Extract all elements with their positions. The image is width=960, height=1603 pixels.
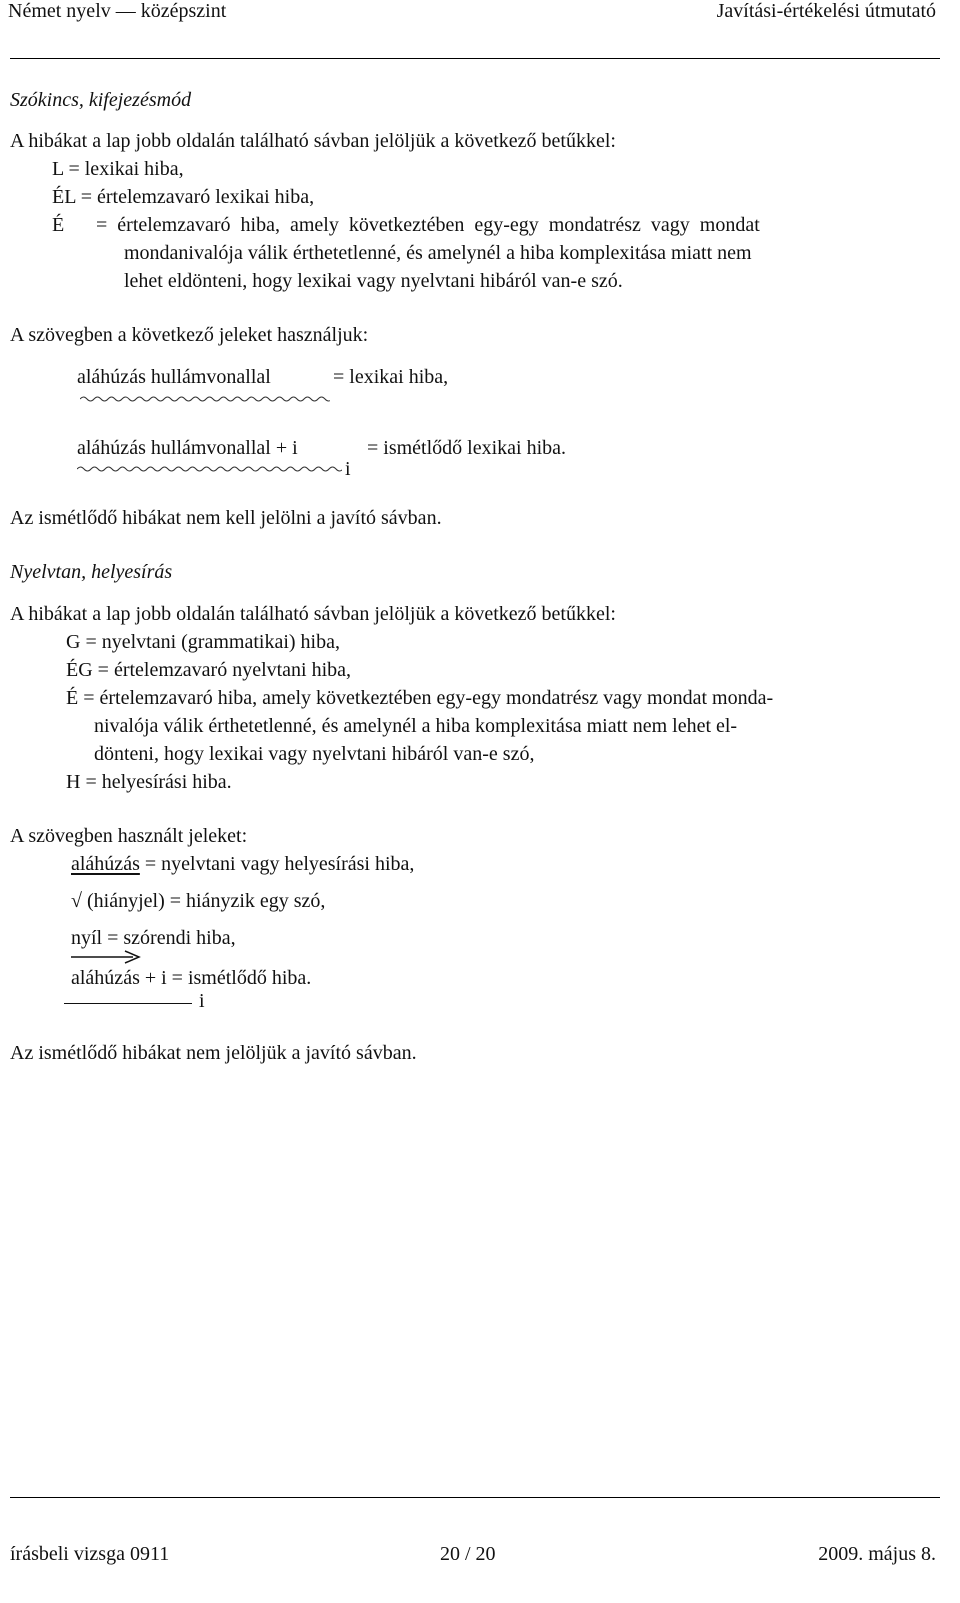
section2-note: Az ismétlődő hibákat nem jelöljük a javító sávban. [10,1042,417,1064]
section-title-vocabulary: Szókincs, kifejezésmód [10,89,192,111]
caret-meaning: (hiányjel) = hiányzik egy szó, [86,890,326,912]
underline-meaning: = nyelvtani vagy helyesírási hiba, [139,853,415,875]
header-left: Német nyelv — középszint [8,0,227,22]
wavy-line-repeat-mark [77,464,342,474]
section1-note: Az ismétlődő hibákat nem kell jelölni a javító sávban. [10,507,442,529]
repeat-underline-i: i [199,990,205,1012]
footer-page-number: 20 / 20 [440,1543,496,1565]
section1-item-e-line2: mondanivalója válik érthetetlenné, és amelynél a hiba komplexitása miatt nem [124,242,752,264]
wavy-underline-repeat-example: aláhúzás hullámvonallal + i [77,437,298,459]
section2-signs-intro: A szövegben használt jeleket: [10,825,248,847]
section-title-grammar: Nyelvtan, helyesírás [10,561,173,583]
section1-item-el: ÉL = értelemzavaró lexikai hiba, [52,186,315,208]
footer-date: 2009. május 8. [818,1543,936,1565]
section1-item-e-label: É [52,214,65,236]
section1-signs-intro: A szövegben a következő jeleket használjuk: [10,324,369,346]
section1-item-l: L = lexikai hiba, [52,158,184,180]
section2-item-e-line1: É = értelemzavaró hiba, amely következtében egy-egy mondatrész vagy mondat monda- [66,687,774,709]
wavy-underline-example: aláhúzás hullámvonallal [77,366,271,388]
footer-left: írásbeli vizsga 0911 [10,1543,170,1565]
repeat-marker-i: i [345,458,351,480]
wavy-underline-meaning: = lexikai hiba, [333,366,449,388]
header-rule [10,58,940,59]
wavy-line-mark [80,394,330,404]
repeat-underline-line [64,1003,192,1004]
section2-intro: A hibákat a lap jobb oldalán található sávban jelöljük a következő betűkkel: [10,603,616,625]
repeat-underline-text: aláhúzás + i = ismétlődő hiba. [71,967,312,989]
underline-example: aláhúzás [71,853,140,875]
section2-item-e-line3: dönteni, hogy lexikai vagy nyelvtani hibáról van-e szó, [94,743,535,765]
section2-item-eg: ÉG = értelemzavaró nyelvtani hiba, [66,659,352,681]
underline-sign-row [71,853,414,876]
footer-rule [10,1497,940,1498]
section2-item-g: G = nyelvtani (grammatikai) hiba, [66,631,340,653]
caret-sign-row [71,890,325,913]
section1-item-e-line3: lehet eldönteni, hogy lexikai vagy nyelvtani hibáról van-e szó. [124,270,623,292]
header-right: Javítási-értékelési útmutató [716,0,936,22]
section2-item-e-line2: nivalója válik érthetetlenné, és amelynél a hiba komplexitása miatt nem lehet el- [94,715,738,737]
caret-symbol: √ [71,890,82,912]
section1-item-e-line1: = értelemzavaró hiba, amely következtében egy-egy mondatrész vagy mondat [96,214,760,236]
section1-intro: A hibákat a lap jobb oldalán található sávban jelöljük a következő betűkkel: [10,130,616,152]
arrow-sign-text: nyíl = szórendi hiba, [71,927,236,949]
section2-item-h: H = helyesírási hiba. [66,771,232,793]
wavy-underline-repeat-meaning: = ismétlődő lexikai hiba. [367,437,567,459]
